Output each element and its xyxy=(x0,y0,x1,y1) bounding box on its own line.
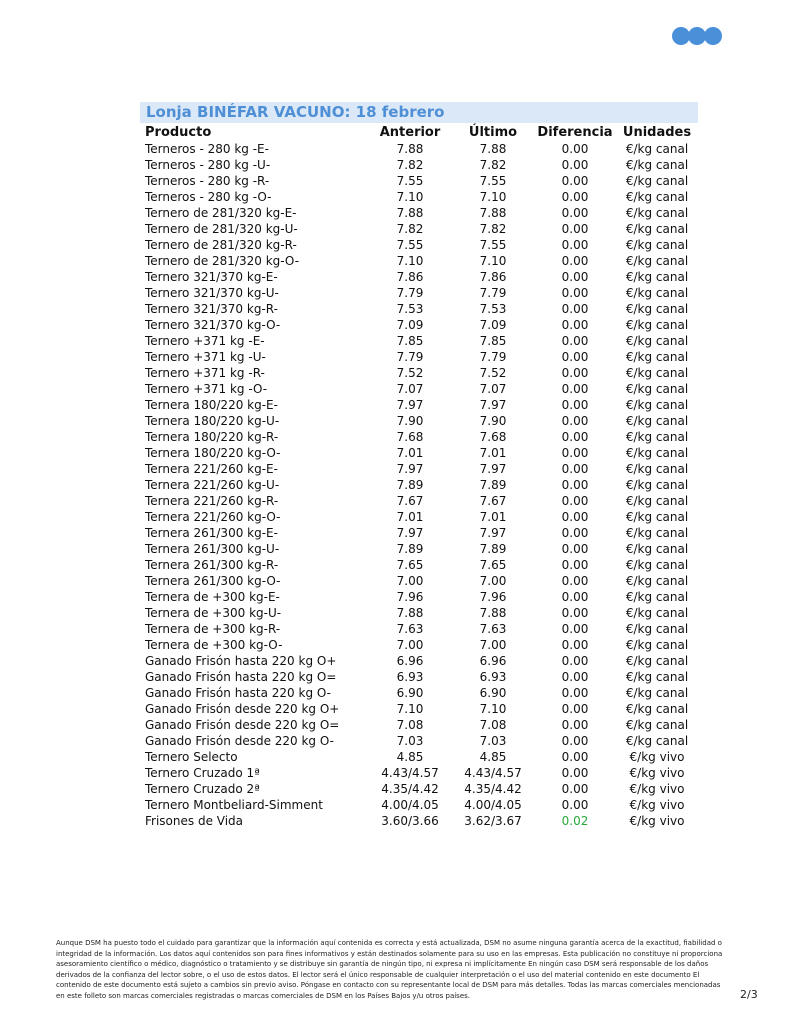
cell-producto: Ternero de 281/320 kg-O- xyxy=(145,254,300,268)
cell-ultimo: 7.89 xyxy=(479,542,507,556)
cell-unidades: €/kg canal xyxy=(625,206,689,220)
table-row xyxy=(140,621,698,637)
cell-anterior: 7.53 xyxy=(396,302,424,316)
table-header-row xyxy=(140,124,698,141)
cell-diferencia: 0.00 xyxy=(561,334,589,348)
cell-diferencia: 0.00 xyxy=(561,766,589,780)
cell-producto: Ternera 221/260 kg-E- xyxy=(145,462,278,476)
cell-unidades: €/kg canal xyxy=(625,302,689,316)
cell-ultimo: 7.01 xyxy=(479,446,507,460)
cell-ultimo: 7.68 xyxy=(479,430,507,444)
cell-unidades: €/kg canal xyxy=(625,398,689,412)
cell-unidades: €/kg canal xyxy=(625,606,689,620)
cell-diferencia: 0.00 xyxy=(561,686,589,700)
table-row xyxy=(140,365,698,381)
cell-unidades: €/kg canal xyxy=(625,414,689,428)
cell-unidades: €/kg canal xyxy=(625,654,689,668)
cell-diferencia: 0.00 xyxy=(561,462,589,476)
cell-unidades: €/kg canal xyxy=(625,270,689,284)
cell-anterior: 7.82 xyxy=(396,158,424,172)
cell-anterior: 4.85 xyxy=(396,750,424,764)
cell-ultimo: 7.55 xyxy=(479,174,507,188)
page-number: 2/3 xyxy=(740,988,758,1001)
cell-diferencia: 0.00 xyxy=(561,638,589,652)
cell-ultimo: 7.08 xyxy=(479,718,507,732)
cell-producto: Ternero de 281/320 kg-R- xyxy=(145,238,297,252)
cell-unidades: €/kg canal xyxy=(625,558,689,572)
cell-unidades: €/kg canal xyxy=(625,158,689,172)
cell-anterior: 7.10 xyxy=(396,190,424,204)
cell-diferencia: 0.00 xyxy=(561,494,589,508)
table-row xyxy=(140,557,698,573)
cell-unidades: €/kg canal xyxy=(625,590,689,604)
table-row xyxy=(140,477,698,493)
cell-producto: Ganado Frisón desde 220 kg O- xyxy=(145,734,334,748)
table-row xyxy=(140,653,698,669)
cell-producto: Ternera 180/220 kg-R- xyxy=(145,430,279,444)
cell-unidades: €/kg vivo xyxy=(629,750,685,764)
cell-anterior: 3.60/3.66 xyxy=(381,814,439,828)
cell-diferencia: 0.00 xyxy=(561,158,589,172)
cell-ultimo: 6.93 xyxy=(479,670,507,684)
cell-ultimo: 7.89 xyxy=(479,478,507,492)
cell-unidades: €/kg canal xyxy=(625,542,689,556)
cell-ultimo: 4.85 xyxy=(479,750,507,764)
cell-diferencia: 0.00 xyxy=(561,366,589,380)
cell-producto: Ternero Cruzado 1ª xyxy=(145,766,260,780)
table-row xyxy=(140,797,698,813)
table-body xyxy=(140,141,698,829)
table-row xyxy=(140,813,698,829)
cell-anterior: 7.79 xyxy=(396,286,424,300)
cell-ultimo: 7.55 xyxy=(479,238,507,252)
cell-diferencia: 0.00 xyxy=(561,542,589,556)
cell-unidades: €/kg canal xyxy=(625,670,689,684)
cell-anterior: 7.90 xyxy=(396,414,424,428)
cell-producto: Ternera 261/300 kg-O- xyxy=(145,574,281,588)
cell-anterior: 6.93 xyxy=(396,670,424,684)
table-row xyxy=(140,173,698,189)
cell-anterior: 7.86 xyxy=(396,270,424,284)
cell-anterior: 7.89 xyxy=(396,478,424,492)
table-row xyxy=(140,701,698,717)
cell-ultimo: 7.88 xyxy=(479,606,507,620)
table-row xyxy=(140,269,698,285)
cell-anterior: 7.67 xyxy=(396,494,424,508)
table-row xyxy=(140,429,698,445)
cell-anterior: 6.96 xyxy=(396,654,424,668)
cell-anterior: 7.68 xyxy=(396,430,424,444)
table-row xyxy=(140,765,698,781)
cell-unidades: €/kg canal xyxy=(625,686,689,700)
cell-unidades: €/kg canal xyxy=(625,366,689,380)
cell-ultimo: 7.10 xyxy=(479,702,507,716)
table-row xyxy=(140,509,698,525)
cell-producto: Ganado Frisón desde 220 kg O+ xyxy=(145,702,340,716)
cell-anterior: 6.90 xyxy=(396,686,424,700)
cell-diferencia: 0.00 xyxy=(561,382,589,396)
cell-ultimo: 7.90 xyxy=(479,414,507,428)
cell-ultimo: 7.07 xyxy=(479,382,507,396)
cell-ultimo: 4.43/4.57 xyxy=(464,766,522,780)
cell-producto: Ganado Frisón hasta 220 kg O- xyxy=(145,686,331,700)
cell-producto: Ternera 180/220 kg-U- xyxy=(145,414,280,428)
cell-diferencia: 0.00 xyxy=(561,798,589,812)
cell-producto: Ternera de +300 kg-U- xyxy=(145,606,282,620)
cell-diferencia: 0.00 xyxy=(561,782,589,796)
table-row xyxy=(140,461,698,477)
cell-producto: Ternera de +300 kg-O- xyxy=(145,638,283,652)
cell-unidades: €/kg canal xyxy=(625,318,689,332)
cell-unidades: €/kg canal xyxy=(625,254,689,268)
cell-diferencia: 0.00 xyxy=(561,526,589,540)
cell-unidades: €/kg canal xyxy=(625,478,689,492)
cell-anterior: 7.10 xyxy=(396,702,424,716)
cell-anterior: 7.65 xyxy=(396,558,424,572)
cell-anterior: 7.89 xyxy=(396,542,424,556)
cell-producto: Ternera 221/260 kg-R- xyxy=(145,494,279,508)
table-row xyxy=(140,253,698,269)
page-title: Lonja BINÉFAR VACUNO: 18 febrero xyxy=(146,103,445,121)
header-unidades: Unidades xyxy=(622,125,692,140)
cell-anterior: 7.55 xyxy=(396,238,424,252)
cell-anterior: 7.97 xyxy=(396,526,424,540)
disclaimer-text: Aunque DSM ha puesto todo el cuidado para garantizar que la información aquí contenida es correcta y está actualizada, DSM no asume ninguna garantía acerca de la exactitud, fiabilidad o integridad de la información. Los datos aquí contenidos son para fines informativos y están destinados solamente para su uso en las empresas. Esta publicación no constituye ni proporciona asesoramiento científico o médico, diagnóstico o tratamiento y se distribuye sin garantía de ningún tipo, ni expresa ni implícitamente En ningún caso DSM será responsable de los daños derivados de la confianza del lector sobre, o el uso de estos datos. El lector será el único responsable de cualquier interpretación o el uso del material contenido en este documento El contenido de este documento está sujeto a cambios sin previo aviso. Póngase en contacto con su representante local de DSM para más detalles. Todas las marcas comerciales mencionadas en este folleto son marcas comerciales registradas o marcas comerciales de DSM en los Países Bajos y/u otros países. xyxy=(56,939,723,1000)
cell-producto: Terneros - 280 kg -R- xyxy=(145,174,270,188)
cell-diferencia: 0.00 xyxy=(561,590,589,604)
cell-anterior: 4.43/4.57 xyxy=(381,766,439,780)
cell-diferencia: 0.00 xyxy=(561,302,589,316)
table-row xyxy=(140,205,698,221)
cell-anterior: 7.01 xyxy=(396,510,424,524)
cell-diferencia: 0.00 xyxy=(561,318,589,332)
cell-unidades: €/kg canal xyxy=(625,462,689,476)
cell-diferencia: 0.00 xyxy=(561,446,589,460)
cell-producto: Ternera 180/220 kg-O- xyxy=(145,446,281,460)
cell-ultimo: 7.88 xyxy=(479,206,507,220)
cell-diferencia: 0.00 xyxy=(561,174,589,188)
cell-ultimo: 7.00 xyxy=(479,574,507,588)
cell-unidades: €/kg canal xyxy=(625,190,689,204)
cell-ultimo: 4.00/4.05 xyxy=(464,798,522,812)
cell-diferencia: 0.00 xyxy=(561,238,589,252)
cell-ultimo: 7.10 xyxy=(479,190,507,204)
cell-unidades: €/kg canal xyxy=(625,702,689,716)
table-row xyxy=(140,333,698,349)
cell-producto: Ternero Montbeliard-Simment xyxy=(145,798,323,812)
cell-ultimo: 7.03 xyxy=(479,734,507,748)
table-row xyxy=(140,445,698,461)
cell-diferencia: 0.00 xyxy=(561,654,589,668)
cell-anterior: 7.08 xyxy=(396,718,424,732)
cell-unidades: €/kg canal xyxy=(625,718,689,732)
table-row xyxy=(140,749,698,765)
cell-anterior: 7.88 xyxy=(396,142,424,156)
table-row xyxy=(140,669,698,685)
header-ultimo: Último xyxy=(468,125,518,140)
cell-producto: Terneros - 280 kg -U- xyxy=(145,158,271,172)
cell-ultimo: 4.35/4.42 xyxy=(464,782,522,796)
cell-anterior: 7.82 xyxy=(396,222,424,236)
cell-ultimo: 7.97 xyxy=(479,526,507,540)
header-diferencia: Diferencia xyxy=(537,125,613,140)
cell-anterior: 7.00 xyxy=(396,638,424,652)
cell-producto: Frisones de Vida xyxy=(145,814,244,828)
cell-diferencia: 0.00 xyxy=(561,430,589,444)
cell-producto: Ternera 261/300 kg-R- xyxy=(145,558,279,572)
cell-diferencia: 0.00 xyxy=(561,670,589,684)
cell-ultimo: 7.01 xyxy=(479,510,507,524)
cell-producto: Ganado Frisón hasta 220 kg O+ xyxy=(145,654,337,668)
cell-unidades: €/kg canal xyxy=(625,350,689,364)
cell-anterior: 7.88 xyxy=(396,606,424,620)
cell-unidades: €/kg canal xyxy=(625,574,689,588)
cell-anterior: 7.52 xyxy=(396,366,424,380)
cell-producto: Ternero de 281/320 kg-U- xyxy=(145,222,298,236)
cell-diferencia: 0.00 xyxy=(561,558,589,572)
table-row xyxy=(140,221,698,237)
cell-diferencia: 0.00 xyxy=(561,510,589,524)
table-row xyxy=(140,189,698,205)
cell-ultimo: 7.79 xyxy=(479,286,507,300)
cell-unidades: €/kg canal xyxy=(625,622,689,636)
table-row xyxy=(140,349,698,365)
cell-unidades: €/kg canal xyxy=(625,286,689,300)
cell-producto: Ternero Cruzado 2ª xyxy=(145,782,260,796)
cell-anterior: 7.96 xyxy=(396,590,424,604)
cell-diferencia: 0.00 xyxy=(561,574,589,588)
table-row xyxy=(140,605,698,621)
cell-unidades: €/kg canal xyxy=(625,446,689,460)
cell-producto: Ternera 221/260 kg-O- xyxy=(145,510,281,524)
cell-producto: Ternero 321/370 kg-O- xyxy=(145,318,281,332)
header-producto: Producto xyxy=(145,125,212,140)
table-row xyxy=(140,781,698,797)
cell-ultimo: 7.86 xyxy=(479,270,507,284)
cell-diferencia: 0.00 xyxy=(561,254,589,268)
cell-unidades: €/kg canal xyxy=(625,334,689,348)
table-row xyxy=(140,317,698,333)
cell-unidades: €/kg canal xyxy=(625,174,689,188)
cell-anterior: 7.10 xyxy=(396,254,424,268)
cell-ultimo: 7.65 xyxy=(479,558,507,572)
cell-diferencia: 0.02 xyxy=(561,814,589,828)
cell-diferencia: 0.00 xyxy=(561,622,589,636)
table-row xyxy=(140,637,698,653)
cell-ultimo: 7.79 xyxy=(479,350,507,364)
table-row xyxy=(140,717,698,733)
cell-ultimo: 7.88 xyxy=(479,142,507,156)
cell-anterior: 7.79 xyxy=(396,350,424,364)
table-row xyxy=(140,573,698,589)
cell-unidades: €/kg canal xyxy=(625,430,689,444)
cell-anterior: 7.88 xyxy=(396,206,424,220)
cell-ultimo: 7.96 xyxy=(479,590,507,604)
cell-producto: Ternera de +300 kg-R- xyxy=(145,622,281,636)
cell-unidades: €/kg canal xyxy=(625,510,689,524)
cell-producto: Ternera 261/300 kg-E- xyxy=(145,526,278,540)
cell-producto: Ganado Frisón hasta 220 kg O= xyxy=(145,670,337,684)
cell-ultimo: 6.90 xyxy=(479,686,507,700)
cell-ultimo: 7.82 xyxy=(479,222,507,236)
cell-producto: Terneros - 280 kg -E- xyxy=(145,142,269,156)
table-row xyxy=(140,141,698,157)
cell-unidades: €/kg canal xyxy=(625,238,689,252)
table-row xyxy=(140,413,698,429)
cell-producto: Ternero 321/370 kg-R- xyxy=(145,302,278,316)
logo-dot-icon xyxy=(704,27,722,45)
cell-unidades: €/kg vivo xyxy=(629,814,685,828)
table-row xyxy=(140,493,698,509)
table-row xyxy=(140,685,698,701)
table-row xyxy=(140,397,698,413)
cell-producto: Ternera 180/220 kg-E- xyxy=(145,398,278,412)
cell-anterior: 4.35/4.42 xyxy=(381,782,439,796)
cell-anterior: 7.09 xyxy=(396,318,424,332)
cell-producto: Ternera 221/260 kg-U- xyxy=(145,478,280,492)
cell-unidades: €/kg canal xyxy=(625,494,689,508)
cell-producto: Ternero +371 kg -R- xyxy=(145,366,265,380)
cell-diferencia: 0.00 xyxy=(561,606,589,620)
table-row xyxy=(140,733,698,749)
cell-producto: Ternero +371 kg -E- xyxy=(145,334,265,348)
table-row xyxy=(140,285,698,301)
cell-anterior: 4.00/4.05 xyxy=(381,798,439,812)
cell-ultimo: 7.82 xyxy=(479,158,507,172)
table-row xyxy=(140,157,698,173)
cell-anterior: 7.07 xyxy=(396,382,424,396)
cell-diferencia: 0.00 xyxy=(561,398,589,412)
table-row xyxy=(140,301,698,317)
cell-unidades: €/kg canal xyxy=(625,142,689,156)
cell-unidades: €/kg vivo xyxy=(629,782,685,796)
cell-anterior: 7.03 xyxy=(396,734,424,748)
cell-diferencia: 0.00 xyxy=(561,190,589,204)
cell-unidades: €/kg vivo xyxy=(629,766,685,780)
cell-ultimo: 7.00 xyxy=(479,638,507,652)
price-table xyxy=(140,124,698,829)
cell-diferencia: 0.00 xyxy=(561,718,589,732)
cell-diferencia: 0.00 xyxy=(561,478,589,492)
cell-producto: Ternero de 281/320 kg-E- xyxy=(145,206,297,220)
cell-anterior: 7.97 xyxy=(396,398,424,412)
cell-diferencia: 0.00 xyxy=(561,206,589,220)
cell-anterior: 7.01 xyxy=(396,446,424,460)
cell-ultimo: 7.53 xyxy=(479,302,507,316)
cell-diferencia: 0.00 xyxy=(561,350,589,364)
cell-producto: Ternera de +300 kg-E- xyxy=(145,590,280,604)
table-row xyxy=(140,381,698,397)
cell-diferencia: 0.00 xyxy=(561,222,589,236)
title-bar xyxy=(140,102,698,123)
cell-unidades: €/kg canal xyxy=(625,526,689,540)
cell-diferencia: 0.00 xyxy=(561,702,589,716)
cell-anterior: 7.63 xyxy=(396,622,424,636)
cell-anterior: 7.85 xyxy=(396,334,424,348)
cell-diferencia: 0.00 xyxy=(561,750,589,764)
cell-producto: Ternero 321/370 kg-E- xyxy=(145,270,278,284)
cell-ultimo: 7.97 xyxy=(479,398,507,412)
cell-ultimo: 7.52 xyxy=(479,366,507,380)
cell-unidades: €/kg canal xyxy=(625,382,689,396)
cell-diferencia: 0.00 xyxy=(561,286,589,300)
cell-producto: Ternero 321/370 kg-U- xyxy=(145,286,279,300)
cell-producto: Ternera 261/300 kg-U- xyxy=(145,542,280,556)
cell-ultimo: 7.97 xyxy=(479,462,507,476)
cell-anterior: 7.00 xyxy=(396,574,424,588)
cell-producto: Ternero Selecto xyxy=(145,750,238,764)
cell-ultimo: 3.62/3.67 xyxy=(464,814,522,828)
cell-unidades: €/kg canal xyxy=(625,638,689,652)
header-anterior: Anterior xyxy=(379,125,441,140)
cell-diferencia: 0.00 xyxy=(561,734,589,748)
table-row xyxy=(140,237,698,253)
cell-producto: Ternero +371 kg -O- xyxy=(145,382,268,396)
dsm-dots-logo-icon xyxy=(672,27,722,45)
cell-diferencia: 0.00 xyxy=(561,142,589,156)
cell-ultimo: 7.10 xyxy=(479,254,507,268)
table-row xyxy=(140,525,698,541)
cell-ultimo: 7.67 xyxy=(479,494,507,508)
cell-unidades: €/kg canal xyxy=(625,734,689,748)
cell-ultimo: 7.85 xyxy=(479,334,507,348)
cell-producto: Ternero +371 kg -U- xyxy=(145,350,266,364)
cell-anterior: 7.55 xyxy=(396,174,424,188)
cell-diferencia: 0.00 xyxy=(561,414,589,428)
cell-unidades: €/kg canal xyxy=(625,222,689,236)
cell-ultimo: 7.63 xyxy=(479,622,507,636)
cell-producto: Terneros - 280 kg -O- xyxy=(145,190,272,204)
table-row xyxy=(140,541,698,557)
cell-ultimo: 7.09 xyxy=(479,318,507,332)
cell-ultimo: 6.96 xyxy=(479,654,507,668)
table-row xyxy=(140,589,698,605)
cell-unidades: €/kg vivo xyxy=(629,798,685,812)
cell-anterior: 7.97 xyxy=(396,462,424,476)
cell-diferencia: 0.00 xyxy=(561,270,589,284)
cell-producto: Ganado Frisón desde 220 kg O= xyxy=(145,718,340,732)
